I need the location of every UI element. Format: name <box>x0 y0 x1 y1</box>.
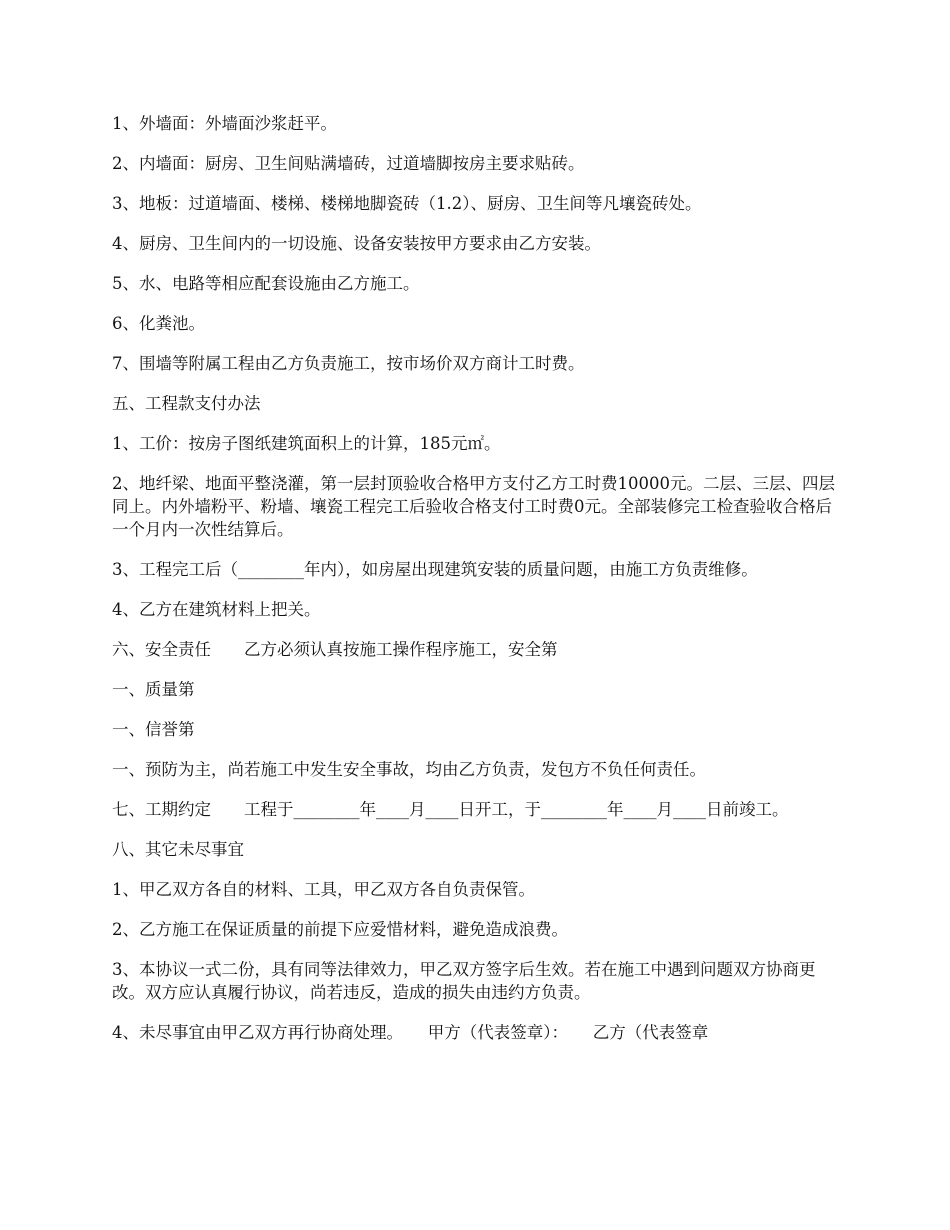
section-heading-schedule: 七、工期约定 工程于________年____月____日开工，于________年____月____日前竣工。 <box>112 800 789 819</box>
clause-copies-validity: 3、本协议一式二份，具有同等法律效力，甲乙双方签字后生效。若在施工中遇到问题双方协商更改。双方应认真履行协议，尚若违反，造成的损失由违约方负责。 <box>112 960 816 1002</box>
clause-septic-tank: 6、化粪池。 <box>112 314 205 333</box>
clause-save-materials: 2、乙方施工在保证质量的前提下应爱惜材料，避免造成浪费。 <box>112 920 568 939</box>
section-heading-safety: 六、安全责任 乙方必须认真按施工操作程序施工，安全第 <box>112 640 558 659</box>
clause-enclosure-wall: 7、围墙等附属工程由乙方负责施工，按市场价双方商计工时费。 <box>112 354 585 373</box>
document-body <box>112 112 842 1061</box>
clause-payment-schedule: 2、地纤梁、地面平整浇灌，第一层封顶验收合格甲方支付乙方工时费10000元。二层、三层、四层同上。内外墙粉平、粉墙、壤瓷工程完工后验收合格支付工时费0元。全部装修完工检查验收合格后一个月内一次性结算后。 <box>112 474 835 539</box>
clause-exterior-wall: 1、外墙面：外墙面沙浆赶平。 <box>112 114 337 133</box>
clause-quality: 一、质量第 <box>112 680 195 699</box>
clause-materials-check: 4、乙方在建筑材料上把关。 <box>112 600 321 619</box>
clause-prevention: 一、预防为主，尚若施工中发生安全事故，均由乙方负责，发包方不负任何责任。 <box>112 760 706 779</box>
clause-water-electric: 5、水、电路等相应配套设施由乙方施工。 <box>112 274 420 293</box>
clause-kitchen-bath-install: 4、厨房、卫生间内的一切设施、设备安装按甲方要求由乙方安装。 <box>112 234 601 253</box>
clause-unit-price: 1、工价：按房子图纸建筑面积上的计算，185元㎡。 <box>112 434 501 453</box>
clause-signatures: 4、未尽事宜由甲乙双方再行协商处理。 甲方（代表签章）： 乙方（代表签章 <box>112 1023 709 1042</box>
clause-interior-wall: 2、内墙面：厨房、卫生间贴满墙砖，过道墙脚按房主要求贴砖。 <box>112 154 585 173</box>
clause-reputation: 一、信誉第 <box>112 720 195 739</box>
section-heading-payment: 五、工程款支付办法 <box>112 394 261 413</box>
section-heading-other: 八、其它未尽事宜 <box>112 840 244 859</box>
clause-floor: 3、地板：过道墙面、楼梯、楼梯地脚瓷砖（1.2）、厨房、卫生间等凡壤瓷砖处。 <box>112 194 702 213</box>
clause-tools-custody: 1、甲乙双方各自的材料、工具，甲乙双方各自负责保管。 <box>112 880 535 899</box>
clause-warranty: 3、工程完工后（________年内），如房屋出现建筑安装的质量问题，由施工方负责维修。 <box>112 560 758 579</box>
